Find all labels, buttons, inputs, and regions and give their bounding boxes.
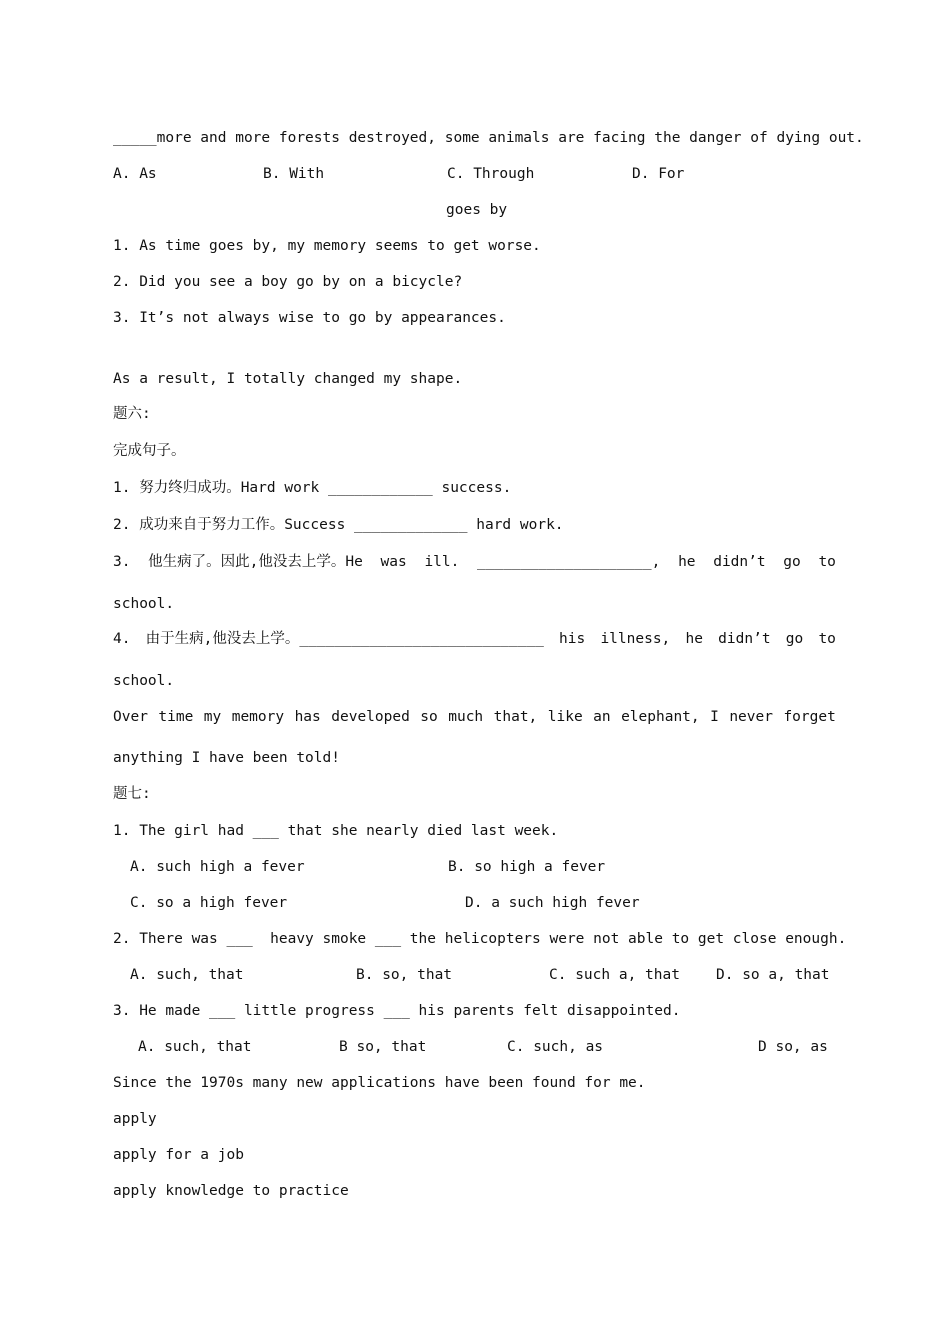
q4-word: 由于生病,他没去上学。____________________________ bbox=[145, 631, 544, 647]
section7-q3-option-d: D so, as bbox=[758, 1039, 828, 1055]
intro-option-b: B. With bbox=[263, 166, 325, 182]
applications-sentence: Since the 1970s many new applications have been found for me. bbox=[113, 1075, 646, 1091]
section7-q2-stem: 2. There was ___ heavy smoke ___ the helicopters were not able to get close enough. bbox=[113, 931, 847, 947]
section7-q3-option-b: B so, that bbox=[339, 1039, 427, 1055]
memory-word: time bbox=[158, 709, 194, 725]
apply-word: apply bbox=[113, 1111, 157, 1127]
section7-q1-option-c: C. so a high fever bbox=[130, 895, 288, 911]
section6-q3-end: school. bbox=[113, 596, 175, 612]
intro-question-text: _____more and more forests destroyed, some animals are facing the danger of dying out. bbox=[113, 130, 864, 146]
memory-word: my bbox=[203, 709, 222, 725]
q3-word: didn’t bbox=[713, 554, 766, 570]
goes-by-example-2: 2. Did you see a boy go by on a bicycle? bbox=[113, 274, 463, 290]
memory-word: much bbox=[448, 709, 484, 725]
section6-title: 题六: bbox=[113, 406, 151, 422]
section7-q3-option-a: A. such, that bbox=[138, 1039, 252, 1055]
section7-q2-option-d: D. so a, that bbox=[716, 967, 830, 983]
section7-q2-option-b: B. so, that bbox=[356, 967, 453, 983]
section6-instruction: 完成句子。 bbox=[113, 443, 186, 459]
result-sentence: As a result, I totally changed my shape. bbox=[113, 371, 463, 387]
q4-word: illness, bbox=[600, 631, 671, 647]
intro-option-c: C. Through bbox=[447, 166, 535, 182]
memory-word: that, bbox=[493, 709, 538, 725]
section6-q2: 2. 成功来自于努力工作。Success _____________ hard work. bbox=[113, 517, 564, 533]
q4-word: didn’t bbox=[718, 631, 771, 647]
memory-word: so bbox=[420, 709, 438, 725]
memory-word: developed bbox=[331, 709, 410, 725]
apply-phrase-2: apply knowledge to practice bbox=[113, 1183, 349, 1199]
memory-sentence-end: anything I have been told! bbox=[113, 750, 340, 766]
memory-word: never bbox=[729, 709, 773, 725]
q3-word: 3. bbox=[113, 554, 131, 570]
q4-word: to bbox=[818, 631, 836, 647]
section7-q1-option-d: D. a such high fever bbox=[465, 895, 640, 911]
goes-by-heading: goes by bbox=[446, 202, 508, 218]
intro-option-a: A. As bbox=[113, 166, 157, 182]
q3-word: he bbox=[678, 554, 696, 570]
memory-word: Over bbox=[113, 709, 148, 725]
goes-by-example-3: 3. It’s not always wise to go by appearances. bbox=[113, 310, 506, 326]
intro-question-stem bbox=[113, 129, 864, 147]
section6-q3 bbox=[113, 553, 836, 571]
section7-q2-option-a: A. such, that bbox=[130, 967, 244, 983]
q3-word: 他生病了。因此,他没去上学。He bbox=[148, 554, 363, 570]
intro-option-d: D. For bbox=[632, 166, 685, 182]
section7-title: 题七: bbox=[113, 786, 151, 802]
memory-word: has bbox=[294, 709, 321, 725]
goes-by-example-1: 1. As time goes by, my memory seems to get worse. bbox=[113, 238, 541, 254]
memory-word: I bbox=[710, 709, 719, 725]
section7-q1-option-a: A. such high a fever bbox=[130, 859, 305, 875]
q3-word: ill. bbox=[424, 554, 460, 570]
memory-word: forget bbox=[783, 709, 836, 725]
q4-word: his bbox=[559, 631, 586, 647]
memory-word: an bbox=[593, 709, 611, 725]
q3-word: go bbox=[783, 554, 801, 570]
section7-q2-option-c: C. such a, that bbox=[549, 967, 680, 983]
section7-q1-stem: 1. The girl had ___ that she nearly died last week. bbox=[113, 823, 559, 839]
section6-q1: 1. 努力终归成功。Hard work ____________ success. bbox=[113, 480, 512, 496]
q3-blank: ____________________, bbox=[477, 554, 661, 570]
apply-phrase-1: apply for a job bbox=[113, 1147, 244, 1163]
section7-q3-stem: 3. He made ___ little progress ___ his parents felt disappointed. bbox=[113, 1003, 681, 1019]
section6-q4 bbox=[113, 630, 836, 648]
q4-word: 4. bbox=[113, 631, 131, 647]
memory-sentence bbox=[113, 708, 836, 726]
section6-q4-end: school. bbox=[113, 673, 175, 689]
section7-q1-option-b: B. so high a fever bbox=[448, 859, 606, 875]
q4-word: he bbox=[685, 631, 703, 647]
q3-word: to bbox=[818, 554, 836, 570]
memory-word: memory bbox=[231, 709, 285, 725]
memory-word: elephant, bbox=[621, 709, 700, 725]
memory-word: like bbox=[547, 709, 583, 725]
q3-word: was bbox=[380, 554, 407, 570]
section7-q3-option-c: C. such, as bbox=[507, 1039, 604, 1055]
q4-word: go bbox=[785, 631, 804, 647]
